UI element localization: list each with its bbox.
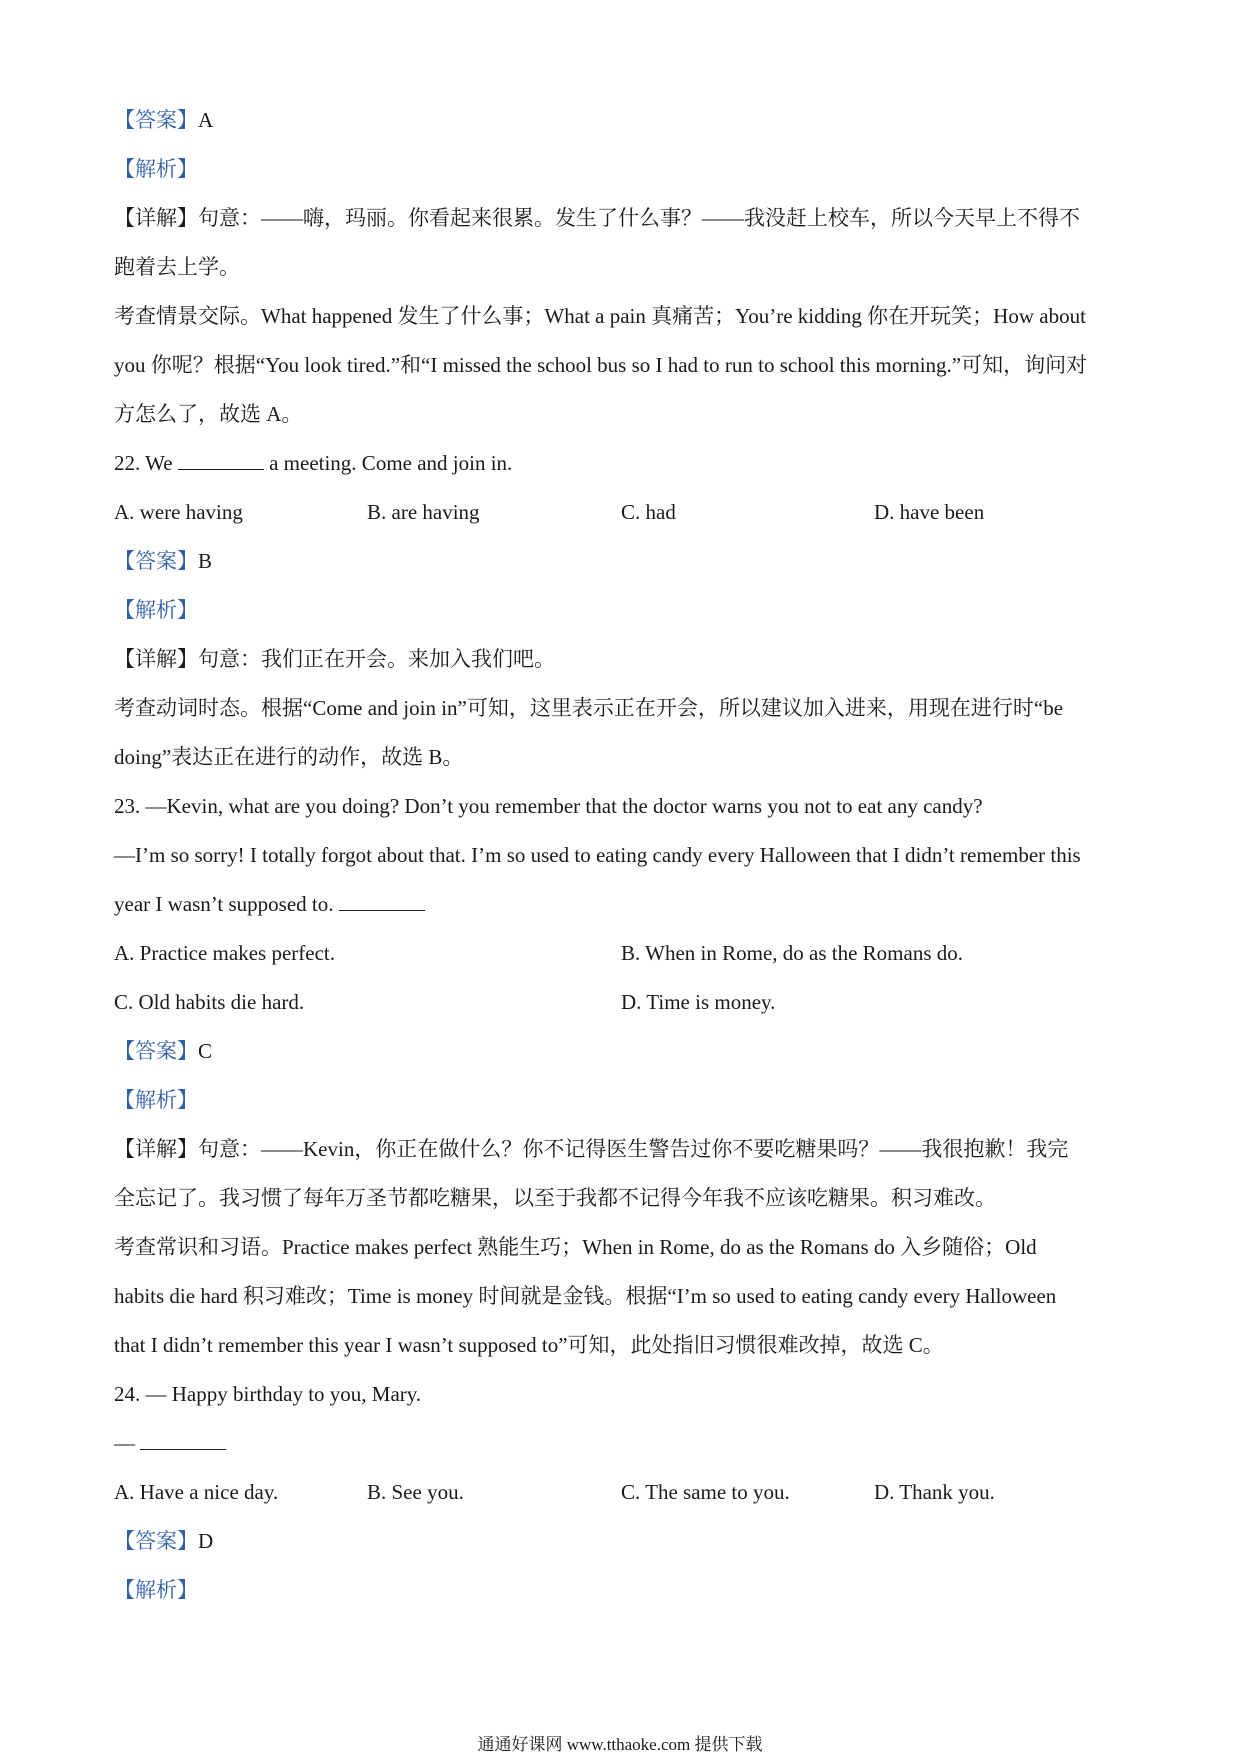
q22-analysis: 【解析】	[114, 598, 198, 622]
q24-option-a: A. Have a nice day.	[114, 1480, 279, 1504]
q22-answer: 【答案】B	[114, 549, 213, 573]
q21-detail: 【详解】句意：——嗨，玛丽。你看起来很累。发生了什么事？——我没赶上校车，所以今天早上不得不	[114, 206, 1080, 230]
q23-explanation-1: 考查常识和习语。Practice makes perfect 熟能生巧；When in Rome, do as the Romans do 入乡随俗；Old	[114, 1235, 1037, 1259]
q22-option-c: C. had	[621, 500, 676, 524]
q23-detail: 【详解】句意：——Kevin，你正在做什么？你不记得医生警告过你不要吃糖果吗？——我很抱歉！我完	[114, 1137, 1069, 1161]
q22-option-b: B. are having	[367, 500, 480, 524]
q22-explanation-1: 考查动词时态。根据“Come and join in”可知，这里表示正在开会，所以建议加入进来，用现在进行时“be	[114, 696, 1064, 720]
q23-detail-cont: 全忘记了。我习惯了每年万圣节都吃糖果，以至于我都不记得今年我不应该吃糖果。积习难改。	[114, 1186, 996, 1210]
q22-blank	[178, 451, 264, 470]
q24-blank	[140, 1431, 226, 1450]
q23-option-b: B. When in Rome, do as the Romans do.	[621, 941, 963, 965]
q23-option-c: C. Old habits die hard.	[114, 990, 305, 1014]
q23-explanation-2: habits die hard 积习难改；Time is money 时间就是金钱。根据“I’m so used to eating candy every Halloween	[114, 1284, 1057, 1308]
q21-answer: 【答案】A	[114, 108, 214, 132]
q23-option-d: D. Time is money.	[621, 990, 776, 1014]
q24-option-c: C. The same to you.	[621, 1480, 790, 1504]
q21-explanation-2: you 你呢？根据“You look tired.”和“I missed the school bus so I had to run to school this morning.”可知，询问对	[114, 353, 1088, 377]
q23-stem-3: year I wasn’t supposed to.	[114, 890, 425, 918]
q22-stem: 22. We a meeting. Come and join in.	[114, 451, 513, 475]
q21-analysis: 【解析】	[114, 157, 198, 181]
q22-option-a: A. were having	[114, 500, 243, 524]
q24-analysis: 【解析】	[114, 1578, 198, 1602]
q24-option-d: D. Thank you.	[874, 1480, 995, 1504]
q23-stem-2: —I’m so sorry! I totally forgot about that. I’m so used to eating candy every Halloween that I didn’t remember this	[114, 843, 1081, 867]
q23-stem-1: 23. —Kevin, what are you doing? Don’t you remember that the doctor warns you not to eat any candy?	[114, 794, 983, 818]
q23-option-a: A. Practice makes perfect.	[114, 941, 335, 965]
q24-option-b: B. See you.	[367, 1480, 464, 1504]
page-footer: 通通好课网 www.tthaoke.com 提供下载	[477, 1735, 763, 1754]
q22-detail: 【详解】句意：我们正在开会。来加入我们吧。	[114, 647, 555, 671]
q24-stem-1: 24. — Happy birthday to you, Mary.	[114, 1382, 422, 1406]
q24-answer: 【答案】D	[114, 1529, 214, 1553]
q23-answer: 【答案】C	[114, 1039, 213, 1063]
q24-stem-2: —	[114, 1429, 226, 1457]
q23-explanation-3: that I didn’t remember this year I wasn’t supposed to”可知，此处指旧习惯很难改掉，故选 C。	[114, 1333, 944, 1357]
q22-explanation-2: doing”表达正在进行的动作，故选 B。	[114, 745, 464, 769]
q21-detail-cont: 跑着去上学。	[114, 255, 240, 279]
q23-analysis: 【解析】	[114, 1088, 198, 1112]
q22-option-d: D. have been	[874, 500, 985, 524]
q23-blank	[339, 892, 425, 911]
q21-explanation-3: 方怎么了，故选 A。	[114, 402, 303, 426]
q21-explanation-1: 考查情景交际。What happened 发生了什么事；What a pain 真痛苦；You’re kidding 你在开玩笑；How about	[114, 304, 1086, 328]
